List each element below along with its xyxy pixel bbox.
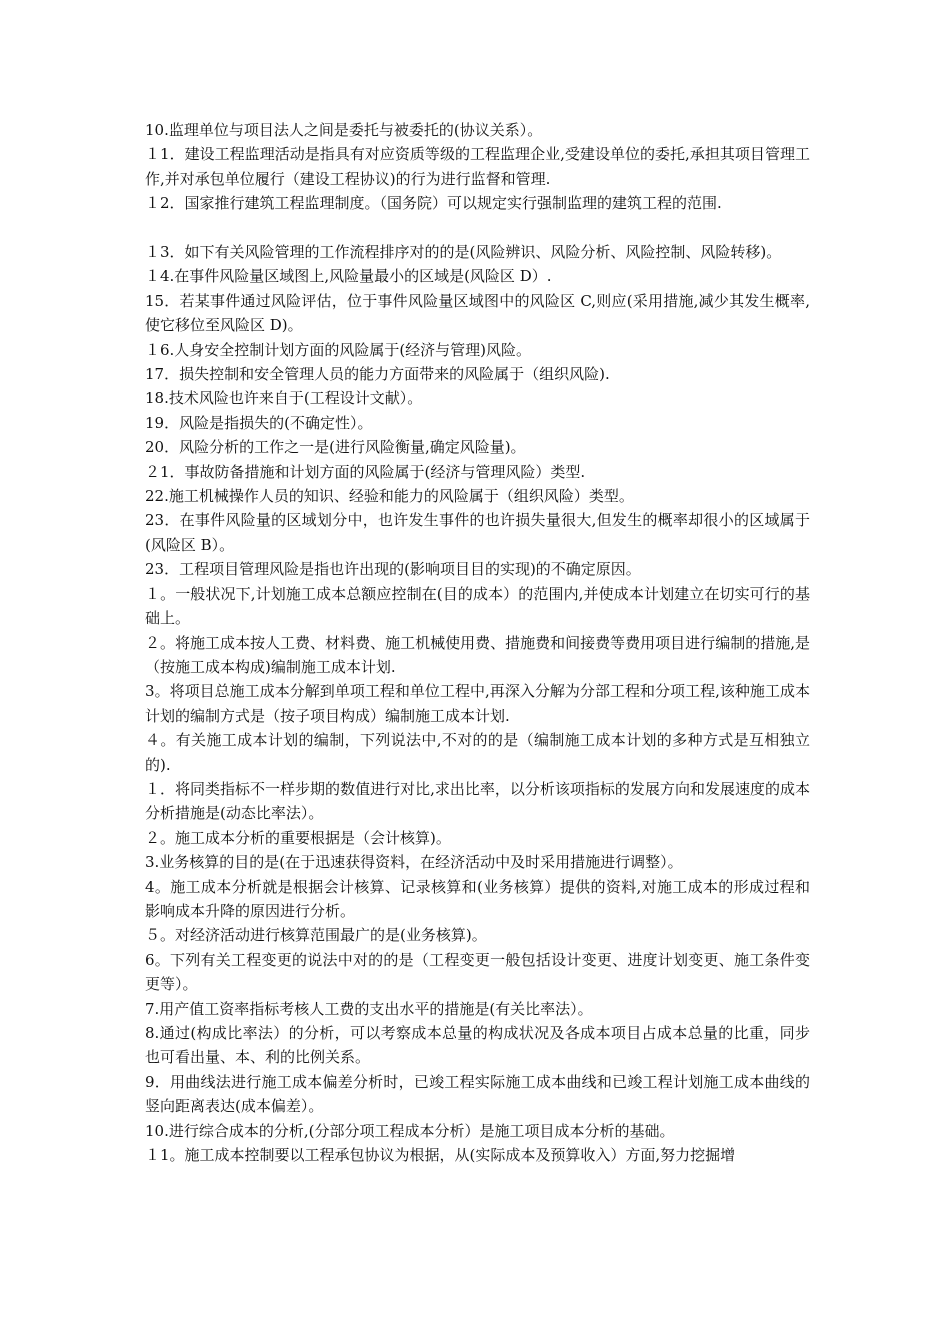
paragraph-4: １3．如下有关风险管理的工作流程排序对的的是(风险辨识、风险分析、风险控制、风险转移)。 bbox=[145, 243, 782, 262]
paragraph-19: ４。有关施工成本计划的编制，下列说法中,不对的的是（编制施工成本计划的多种方式是互相独立的). bbox=[145, 731, 810, 774]
paragraph-18: 3。将项目总施工成本分解到单项工程和单位工程中,再深入分解为分部工程和分项工程,该种施工成本计划的编制方式是（按子项目构成）编制施工成本计划. bbox=[145, 682, 810, 725]
paragraph-24: ５。对经济活动进行核算范围最广的是(业务核算)。 bbox=[145, 926, 487, 945]
paragraph-15: 23．工程项目管理风险是指也许出现的(影响项目目的实现)的不确定原因。 bbox=[145, 560, 641, 579]
paragraph-20: １．将同类指标不一样步期的数值进行对比,求出比率，以分析该项指标的发展方向和发展速度的成本分析措施是(动态比率法）。 bbox=[145, 779, 810, 823]
paragraph-11: 20．风险分析的工作之一是(进行风险衡量,确定风险量)。 bbox=[145, 438, 526, 457]
paragraph-23: 4。施工成本分析就是根据会计核算、记录核算和(业务核算）提供的资料,对施工成本的形成过程和影响成本升降的原因进行分析。 bbox=[145, 877, 810, 920]
blank-line bbox=[145, 216, 810, 240]
paragraph-3: １2．国家推行建筑工程监理制度。（国务院）可以规定实行强制监理的建筑工程的范围. bbox=[145, 194, 722, 213]
paragraph-14: 23．在事件风险量的区域划分中，也许发生事件的也许损失量很大,但发生的概率却很小的区域属于(风险区 B）。 bbox=[145, 511, 810, 554]
paragraph-22: 3.业务核算的目的是(在于迅速获得资料，在经济活动中及时采用措施进行调整）。 bbox=[145, 853, 683, 872]
paragraph-21: ２。施工成本分析的重要根据是（会计核算)。 bbox=[145, 828, 451, 847]
paragraph-6: 15．若某事件通过风险评估，位于事件风险量区域图中的风险区 C,则应(采用措施,减少其发生概率,使它移位至风险区 D)。 bbox=[145, 291, 810, 335]
paragraph-26: 7.用产值工资率指标考核人工费的支出水平的措施是(有关比率法）。 bbox=[145, 999, 593, 1018]
paragraph-1: 10.监理单位与项目法人之间是委托与被委托的(协议关系）。 bbox=[145, 121, 543, 139]
paragraph-28: 9．用曲线法进行施工成本偏差分析时，已竣工程实际施工成本曲线和已竣工程计划施工成本曲线的竖向距离表达(成本偏差）。 bbox=[145, 1072, 810, 1116]
paragraph-7: １6.人身安全控制计划方面的风险属于(经济与管理)风险。 bbox=[145, 340, 532, 359]
paragraph-10: 19．风险是指损失的(不确定性）。 bbox=[145, 413, 373, 432]
paragraph-25: 6。下列有关工程变更的说法中对的的是（工程变更一般包括设计变更、进度计划变更、施工条件变更等）。 bbox=[145, 950, 810, 994]
paragraph-17: ２。将施工成本按人工费、材料费、施工机械使用费、措施费和间接费等费用项目进行编制的措施,是（按施工成本构成)编制施工成本计划. bbox=[145, 633, 810, 676]
paragraph-30: １1。施工成本控制要以工程承包协议为根据，从(实际成本及预算收入）方面,努力挖掘增 bbox=[145, 1146, 736, 1165]
paragraph-9: 18.技术风险也许来自于(工程设计文献）。 bbox=[145, 389, 423, 408]
paragraph-8: 17．损失控制和安全管理人员的能力方面带来的风险属于（组织风险). bbox=[145, 365, 610, 384]
paragraph-29: 10.进行综合成本的分析,(分部分项工程成本分析）是施工项目成本分析的基础。 bbox=[145, 1121, 675, 1140]
document-page bbox=[145, 118, 810, 1167]
paragraph-27: 8.通过(构成比率法）的分析，可以考察成本总量的构成状况及各成本项目占成本总量的比重，同步也可看出量、本、利的比例关系。 bbox=[145, 1024, 810, 1067]
paragraph-2: １1．建设工程监理活动是指具有对应资质等级的工程监理企业,受建设单位的委托,承担其项目管理工作,并对承包单位履行（建设工程协议)的行为进行监督和管理. bbox=[145, 145, 810, 188]
paragraph-16: １。一般状况下,计划施工成本总额应控制在(目的成本）的范围内,并使成本计划建立在切实可行的基础上。 bbox=[145, 584, 810, 628]
paragraph-13: 22.施工机械操作人员的知识、经验和能力的风险属于（组织风险）类型。 bbox=[145, 487, 634, 506]
paragraph-12: ２1．事故防备措施和计划方面的风险属于(经济与管理风险）类型. bbox=[145, 462, 586, 481]
paragraph-5: １4.在事件风险量区域图上,风险量最小的区域是(风险区 D）. bbox=[145, 267, 552, 286]
